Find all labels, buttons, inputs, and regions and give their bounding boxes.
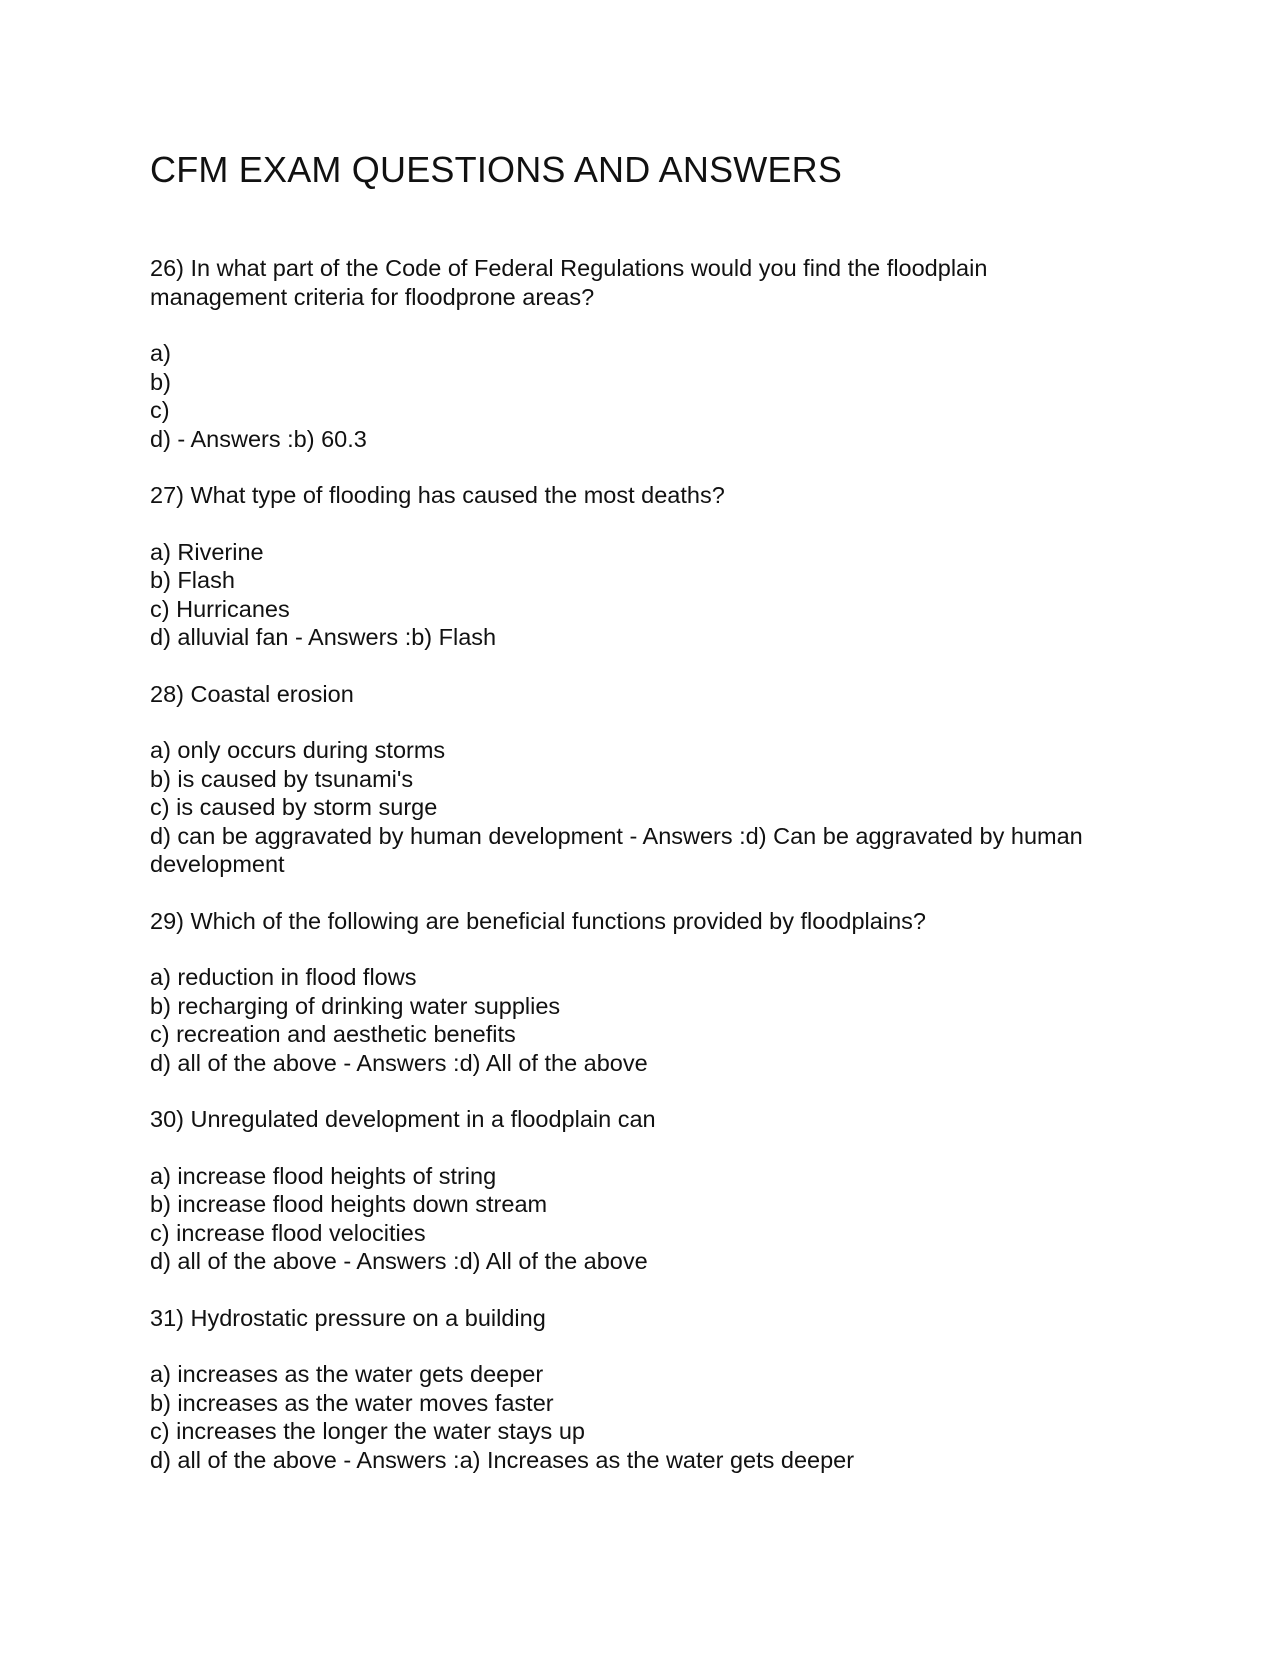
option-a: a) reduction in flood flows [150,964,417,990]
option-c: c) increases the longer the water stays up [150,1418,585,1444]
answer-options [150,339,1090,453]
option-a: a) only occurs during storms [150,737,446,763]
question-text: 29) Which of the following are beneficial functions provided by floodplains? [150,907,926,934]
option-b: b) recharging of drinking water supplies [150,992,561,1019]
option-d: d) all of the above - Answers :d) All of the above [150,1248,648,1274]
question-text: 30) Unregulated development in a floodplain can [150,1106,656,1132]
question-text: 27) What type of flooding has caused the most deaths? [150,482,725,508]
option-a: a) Riverine [150,538,264,565]
document-title: CFM EXAM QUESTIONS AND ANSWERS [150,149,843,190]
option-c: c) recreation and aesthetic benefits [150,1021,516,1047]
answer-options [150,538,1090,652]
document-page [150,148,1090,1502]
option-b: b) [150,368,171,395]
option-a: a) increases as the water gets deeper [150,1361,544,1387]
question-text: 26) In what part of the Code of Federal Regulations would you find the floodplain management criteria for floodprone areas? [150,255,988,310]
option-a: a) increase flood heights of string [150,1162,497,1189]
option-b: b) increase flood heights down stream [150,1191,548,1217]
option-b: b) is caused by tsunami's [150,765,414,792]
option-d: d) - Answers :b) 60.3 [150,425,367,452]
question-block-28 [150,680,1090,879]
option-c: c) Hurricanes [150,595,290,622]
option-d: d) alluvial fan - Answers :b) Flash [150,624,497,650]
option-c: c) is caused by storm surge [150,794,438,820]
answer-options [150,736,1090,879]
option-d: d) all of the above - Answers :a) Increases as the water gets deeper [150,1446,855,1473]
question-block-26 [150,254,1090,453]
question-block-30 [150,1105,1090,1276]
answer-options [150,1360,1090,1474]
option-c: c) [150,397,170,423]
option-b: b) Flash [150,567,235,593]
answer-options [150,1162,1090,1276]
option-d: d) all of the above - Answers :d) All of the above [150,1049,648,1076]
option-a: a) [150,340,171,366]
question-text: 28) Coastal erosion [150,680,354,707]
question-block-27 [150,481,1090,652]
question-text: 31) Hydrostatic pressure on a building [150,1304,546,1331]
answer-options [150,963,1090,1077]
question-block-29 [150,907,1090,1078]
question-block-31 [150,1304,1090,1475]
option-d: d) can be aggravated by human development - Answers :d) Can be aggravated by human development [150,822,1083,877]
option-c: c) increase flood velocities [150,1219,426,1246]
option-b: b) increases as the water moves faster [150,1389,554,1416]
